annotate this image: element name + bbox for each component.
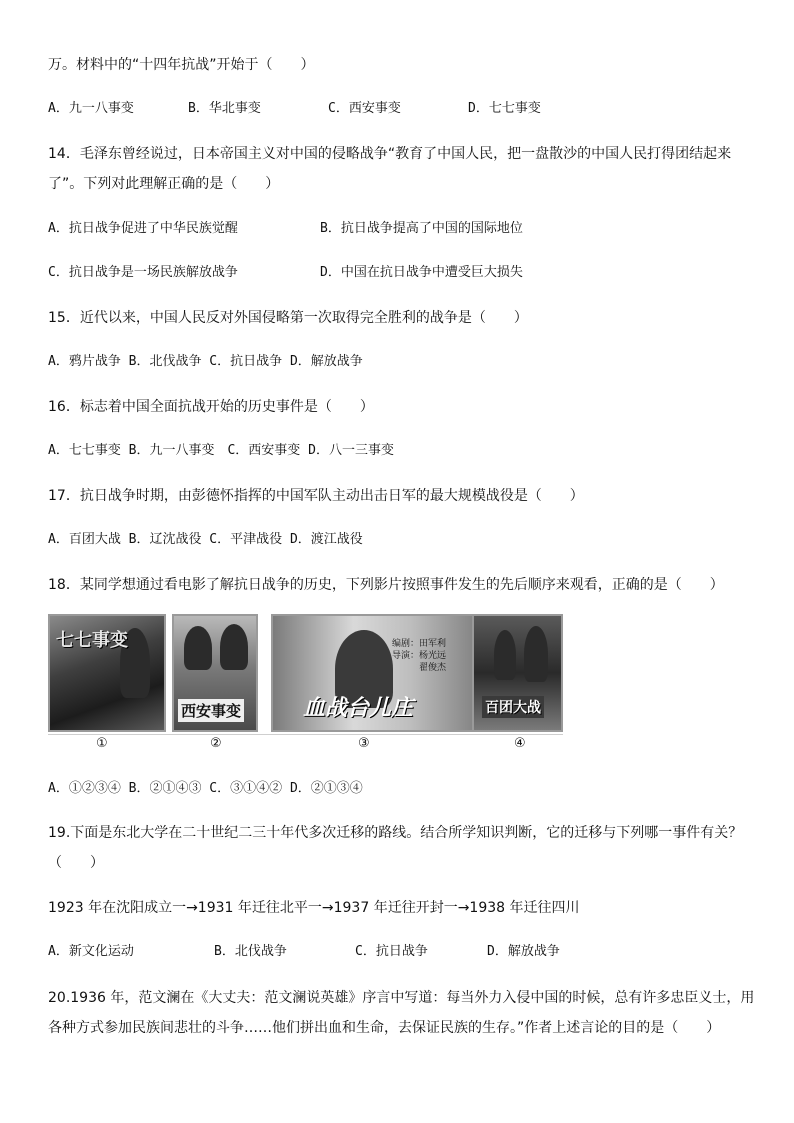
poster-xian-shibian [172,614,258,732]
q17-options: A．百团大战 B．辽沈战役 C．平津战役 D．渡江战役 [48,532,363,547]
q15-options: A．鸦片战争 B．北伐战争 C．抗日战争 D．解放战争 [48,354,363,369]
q19-option-d: D．解放战争 [487,944,560,959]
movie-posters-figure [48,614,563,756]
q14-option-a: A．抗日战争促进了中华民族觉醒 [48,221,238,236]
poster4-title: 百团大战 [482,696,544,718]
q13-stem-tail: 万。材料中的“十四年抗战”开始于（ ） [48,57,315,73]
q15-stem: 15．近代以来，中国人民反对外国侵略第一次取得完全胜利的战争是（ ） [48,310,528,326]
poster4-soldier-right-image [524,626,548,682]
q19-stem-line2: （ ） [48,855,104,871]
q18-stem: 18．某同学想通过看电影了解抗日战争的历史，下列影片按照事件发生的先后顺序来观看，正确的是（ ） [48,577,724,593]
q18-options: A．①②③④ B．②①④③ C．③①④② D．②①③④ [48,781,363,796]
poster3-credit-director: 导演：杨光远 [391,651,446,661]
poster4-number: ④ [514,736,526,751]
q14-stem-line1: 14．毛泽东曾经说过，日本帝国主义对中国的侵略战争“教育了中国人民，把一盘散沙的中国人民打得团结起来 [48,146,732,162]
q19-route: 1923 年在沈阳成立一→1931 年迁往北平一→1937 年迁往开封一→1938 年迁往四川 [48,900,580,916]
poster1-number: ① [96,736,108,751]
poster-number-bar [48,734,563,755]
poster-xuezhan-taierzhuang [271,614,506,732]
q20-stem-line1: 20.1936 年，范文澜在《大丈夫：范文澜说英雄》序言中写道：每当外力入侵中国的时候，总有许多忠臣义士，用 [48,990,755,1006]
q19-stem-line1: 19.下面是东北大学在二十世纪二三十年代多次迁移的路线。结合所学知识判断，它的迁移与下列哪一事件有关？ [48,825,743,841]
q14-option-d: D．中国在抗日战争中遭受巨大损失 [320,265,523,280]
q19-option-a: A．新文化运动 [48,944,134,959]
q13-option-a: A．九一八事变 [48,101,134,116]
poster1-title: 七七事变 [56,630,128,651]
q16-options: A．七七事变 B．九一八事变 C．西安事变 D．八一三事变 [48,443,394,458]
poster2-title: 西安事变 [178,699,244,722]
q19-option-c: C．抗日战争 [355,944,428,959]
poster2-figure-left-image [184,626,212,670]
poster3-number: ③ [358,736,370,751]
poster-qiqi-shibian [48,614,166,732]
poster3-credit-director2: 翟俊杰 [391,663,446,673]
q13-option-c: C．西安事变 [328,101,401,116]
q13-option-d: D．七七事变 [468,101,541,116]
q16-stem: 16．标志着中国全面抗战开始的历史事件是（ ） [48,399,374,415]
poster-baituan-dazhan [472,614,563,732]
q20-stem-line2: 各种方式参加民族间悲壮的斗争……他们拼出血和生命，去保证民族的生存。”作者上述言论的目的是（ ） [48,1020,721,1036]
q14-option-b: B．抗日战争提高了中国的国际地位 [320,221,523,236]
poster3-credits [392,638,446,674]
q19-option-b: B．北伐战争 [214,944,287,959]
q17-stem: 17．抗日战争时期，由彭德怀指挥的中国军队主动出击日军的最大规模战役是（ ） [48,488,584,504]
poster3-title: 血战台儿庄 [303,696,414,721]
q14-option-c: C．抗日战争是一场民族解放战争 [48,265,238,280]
poster4-soldier-left-image [494,630,516,680]
poster2-figure-right-image [220,624,248,670]
q13-option-b: B．华北事变 [188,101,261,116]
poster2-number: ② [210,736,222,751]
q14-stem-line2: 了”。下列对此理解正确的是（ ） [48,176,280,192]
poster3-credit-writer: 编剧：田军利 [391,639,446,649]
